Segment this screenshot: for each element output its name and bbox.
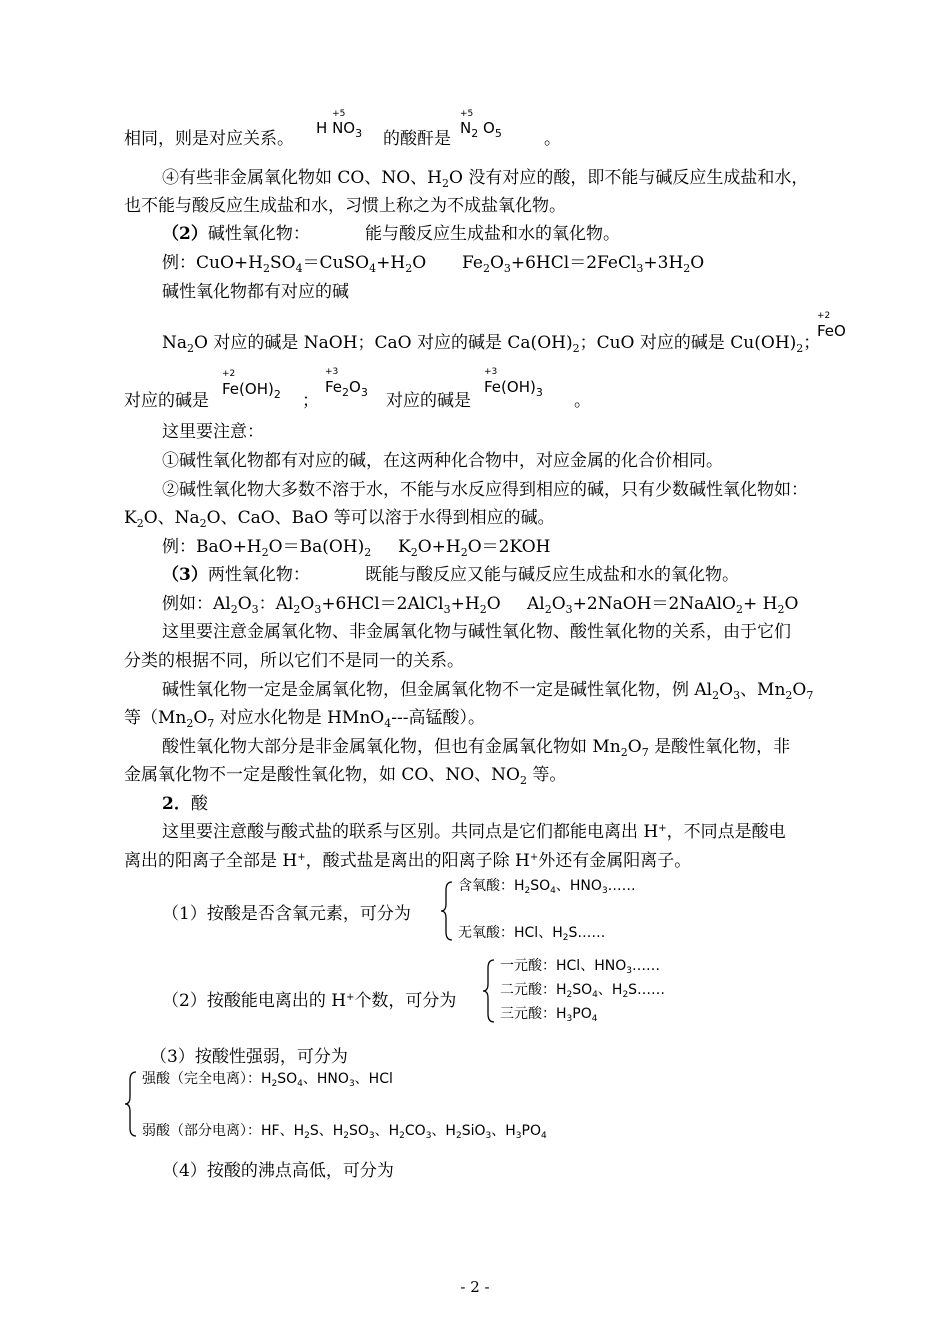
classification-item: 无氧酸：HCl、$H_2S\dots\dots$ <box>458 925 606 943</box>
classification-item: 弱酸（部分电离）：HF、$H_2S$、$H_2SO_3$、$H_2CO_3$、$H_2SiO_3$、$H_3PO_4$ <box>142 1123 547 1141</box>
text-line: 这里要注意金属氧化物、非金属氧化物与碱性氧化物、酸性氧化物的关系，由于它们 <box>162 622 791 642</box>
brace-icon <box>440 880 454 942</box>
text-line: 。 <box>544 129 561 149</box>
text-line: 例如：$Al_2O_3$：$Al_2O_3+6HCl=2AlCl_3+H_2O$ <box>162 594 501 616</box>
text-line: ④有些非金属氧化物如 CO、NO、$H_2O$ 没有对应的酸，即不能与碱反应生成盐和水， <box>162 168 809 190</box>
text-line: 酸性氧化物大部分是非金属氧化物，但也有金属氧化物如 $Mn_2O_7$ 是酸性氧化物，非 <box>162 737 791 759</box>
text-line: $Fe_2O_3+6HCl=2FeCl_3+3H_2O$ <box>462 253 705 275</box>
formula-n2o5: +5 $N_2$ $O_5$ <box>460 109 502 140</box>
valence-label: +3 <box>325 367 339 377</box>
classification-label: （1）按酸是否含氧元素，可分为 <box>162 904 411 924</box>
classification-item: 二元酸：$H_2SO_4$、$H_2S\dots\dots$ <box>500 982 666 1000</box>
section-heading: （2）碱性氧化物： <box>162 224 310 244</box>
text-line: 例：$BaO+H_2O=Ba(OH)_2$ <box>162 537 372 559</box>
text-line: 碱性氧化物一定是金属氧化物，但金属氧化物不一定是碱性氧化物，例 $Al_2O_3$、$Mn_2O_7$ <box>162 680 814 702</box>
classification-item: 强酸（完全电离）：$H_2SO_4$、$HNO_3$、HCl <box>142 1071 393 1089</box>
classification-item: 一元酸：HCl、$HNO_3\dots\dots$ <box>500 958 660 976</box>
classification-label: （4）按酸的沸点高低，可分为 <box>162 1161 394 1181</box>
text-line: 碱性氧化物都有对应的碱 <box>162 282 349 302</box>
classification-item: 三元酸：$H_3PO_4$ <box>500 1006 598 1024</box>
text-line: 例：$CuO+H_2SO_4=CuSO_4+H_2O$ <box>162 253 427 275</box>
classification-label: （2）按酸能电离出的 H+个数，可分为 <box>162 991 457 1011</box>
formula-feoh3: +3 $Fe(OH)_3$ <box>484 367 543 399</box>
classification-label: （3）按酸性强弱，可分为 <box>150 1047 348 1067</box>
text-line: 。 <box>574 391 591 411</box>
brace-icon <box>124 1070 138 1138</box>
text-line: 等（$Mn_2O_7$ 对应水化物是 HMnO$_4$---高锰酸）。 <box>124 708 485 730</box>
section-heading: 2．酸 <box>162 794 208 814</box>
section-heading: （3）两性氧化物： <box>162 565 310 585</box>
formula-feo: +2 FeO <box>817 311 846 340</box>
text-line: $K_2O$、$Na_2O$、CaO、BaO 等可以溶于水得到相应的碱。 <box>124 508 555 530</box>
formula-fe2o3: +3 $Fe_2O_3$ <box>325 367 368 399</box>
text-line: ①碱性氧化物都有对应的碱，在这两种化合物中，对应金属的化合价相同。 <box>162 451 723 471</box>
classification-item: 含氧酸：$H_2SO_4$、$HNO_3\dots\dots$ <box>458 878 636 896</box>
text-line: 相同，则是对应关系。 <box>124 129 294 149</box>
text-line: $K_2O+H_2O=2KOH$ <box>398 537 551 559</box>
text-line: 对应的碱是 <box>124 391 209 411</box>
valence-label: +5 <box>460 109 474 119</box>
definition-text: 既能与酸反应又能与碱反应生成盐和水的氧化物。 <box>365 565 739 585</box>
valence-label: +2 <box>222 369 236 379</box>
definition-text: 能与酸反应生成盐和水的氧化物。 <box>365 224 620 244</box>
text-line: ； <box>302 391 319 411</box>
valence-label: +2 <box>817 311 831 321</box>
text-line: 金属氧化物不一定是酸性氧化物，如 CO、NO、$NO_2$ 等。 <box>124 765 567 787</box>
formula-hno3: H +5 $NO_3$ <box>316 109 363 140</box>
text-line: $Al_2O_3+2NaOH=2NaAlO_2+ H_2O$ <box>527 594 799 616</box>
text-line: $Na_2O$ 对应的碱是 NaOH；CaO 对应的碱是 $Ca(OH)_2$；CuO 对应的碱是 $Cu(OH)_2$； <box>162 333 821 355</box>
page-number: - 2 - <box>460 1278 490 1296</box>
text-line: 这里要注意： <box>162 422 264 442</box>
text-line: 这里要注意酸与酸式盐的联系与区别。共同点是它们都能电离出 H+，不同点是酸电 <box>162 822 786 842</box>
text-line: 对应的碱是 <box>386 391 471 411</box>
valence-label: +5 <box>332 109 346 119</box>
brace-icon <box>482 958 496 1024</box>
text-line: 分类的根据不同，所以它们不是同一的关系。 <box>124 651 464 671</box>
text-line: 离出的阳离子全部是 H+，酸式盐是离出的阳离子除 H+外还有金属阳离子。 <box>124 851 692 871</box>
text-line: ②碱性氧化物大多数不溶于水，不能与水反应得到相应的碱，只有少数碱性氧化物如： <box>162 480 808 500</box>
formula-feoh2: +2 $Fe(OH)_2$ <box>222 369 281 401</box>
valence-label: +3 <box>484 367 498 377</box>
text-line: 也不能与酸反应生成盐和水，习惯上称之为不成盐氧化物。 <box>124 196 566 216</box>
text-line: 的酸酐是 <box>383 129 451 149</box>
